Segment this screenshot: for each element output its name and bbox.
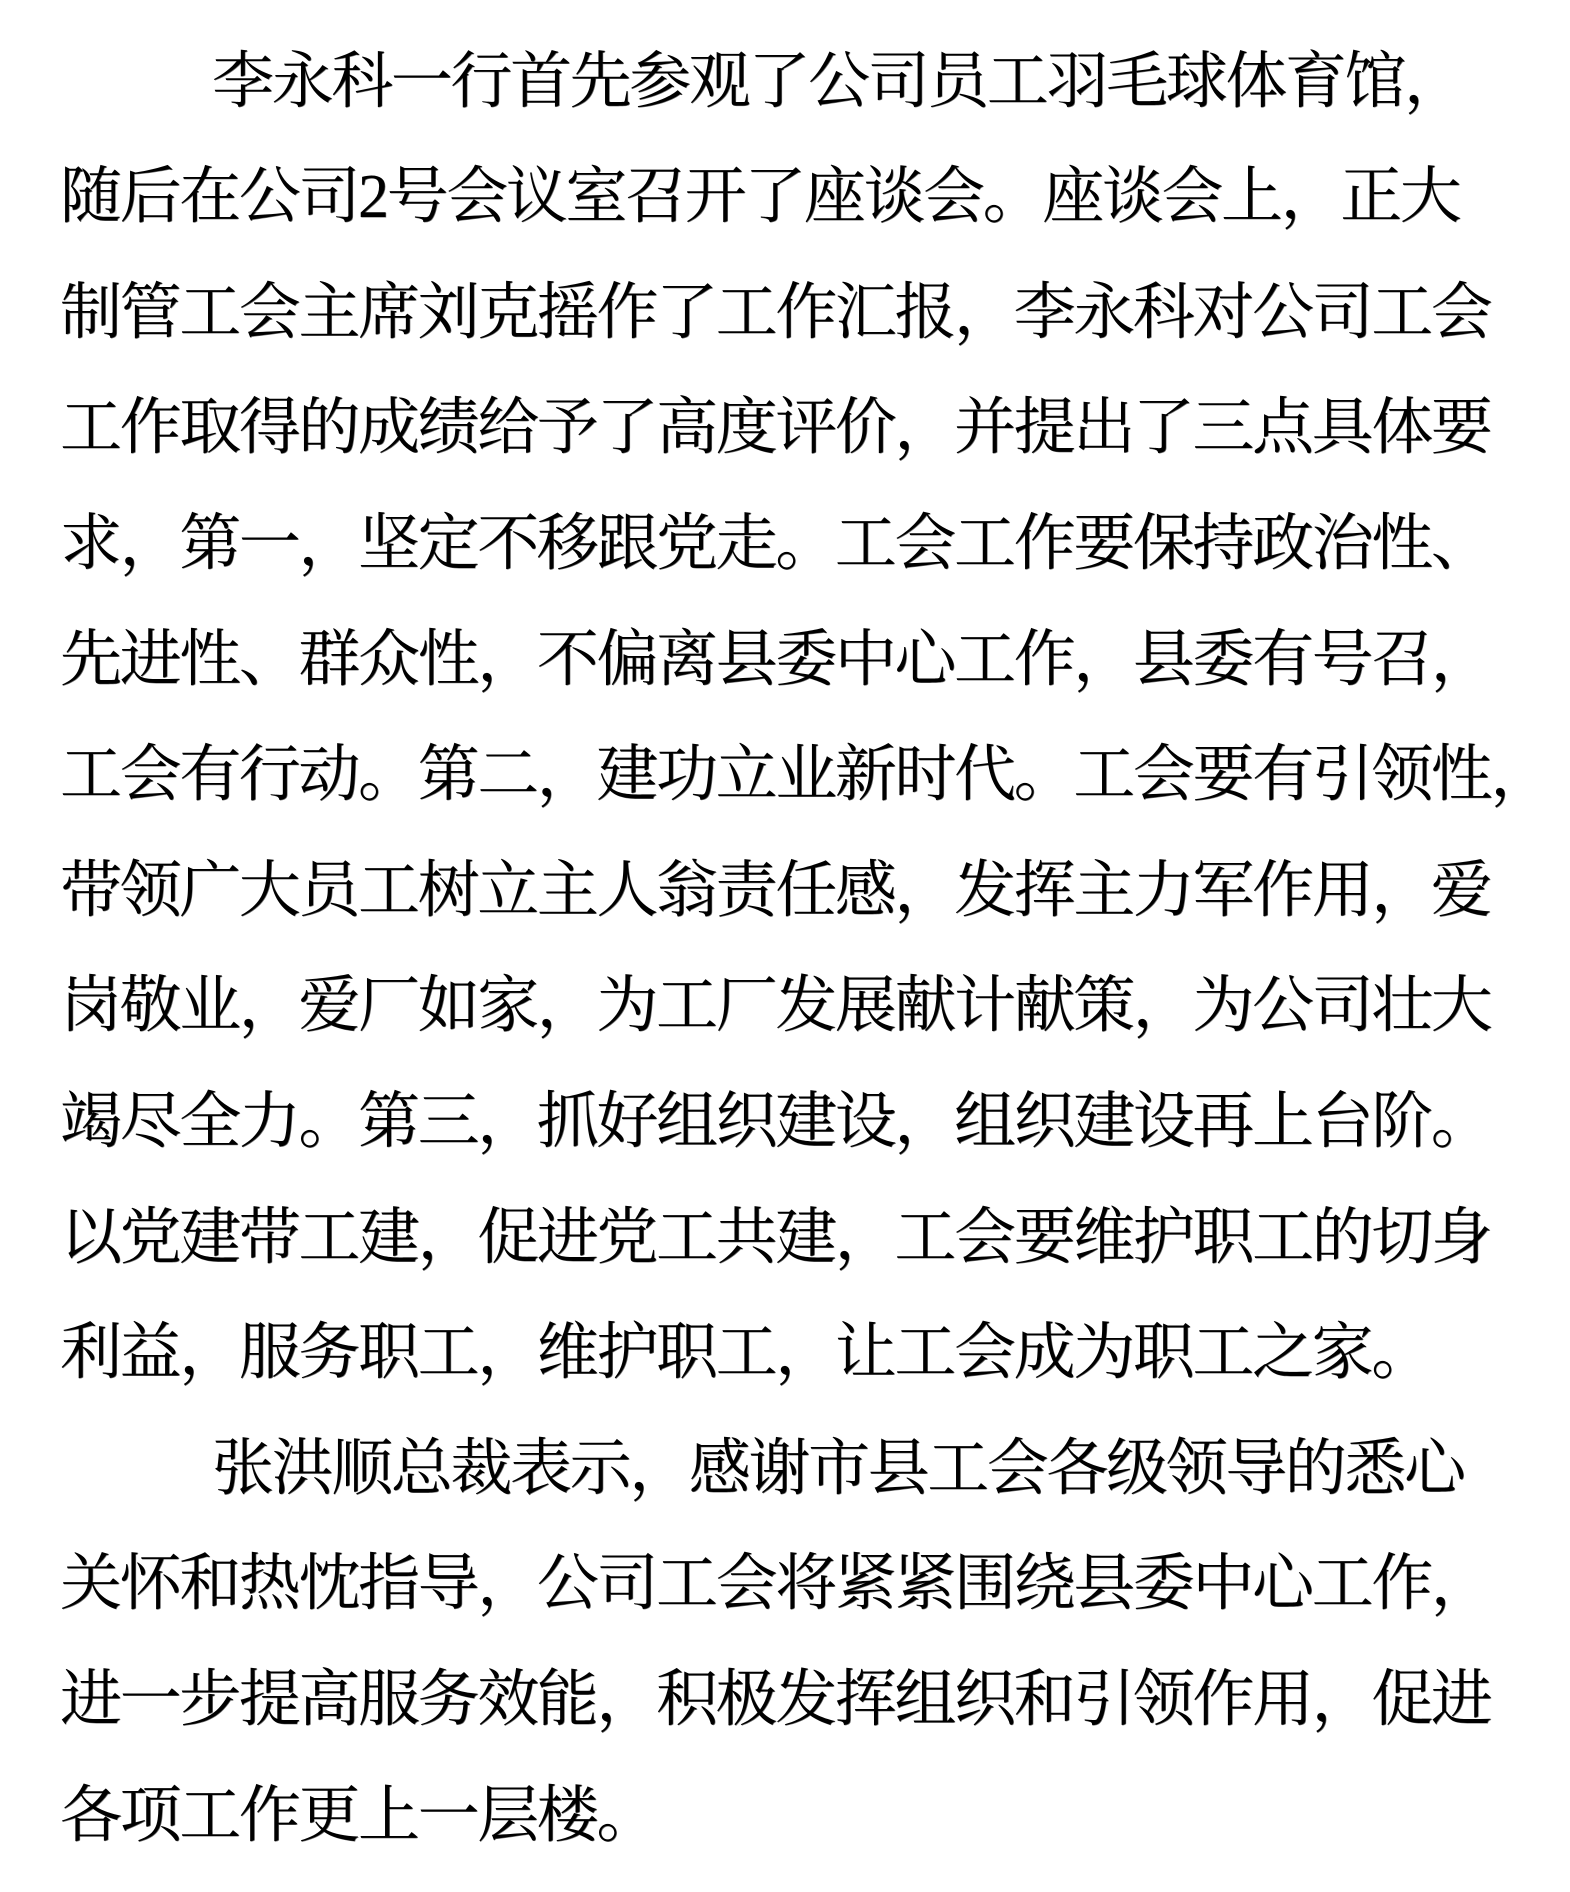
text-line: 工会有行动。第二，建功立业新时代。工会要有引领性，	[60, 741, 1551, 810]
text-line: 张洪顺总裁表示，感谢市县工会各级领导的悉心	[212, 1434, 1464, 1503]
text-line: 带领广大员工树立主人翁责任感，发挥主力军作用，爱	[60, 856, 1491, 925]
text-line: 竭尽全力。第三，抓好组织建设，组织建设再上台阶。	[60, 1087, 1491, 1156]
text-line: 制管工会主席刘克摇作了工作汇报，李永科对公司工会	[60, 278, 1491, 347]
text-line: 先进性、群众性，不偏离县委中心工作，县委有号召，	[60, 625, 1491, 694]
document-text-block	[60, 0, 1551, 1874]
text-line: 利益，服务职工，维护职工，让工会成为职工之家。	[60, 1319, 1431, 1388]
text-line: 岗敬业，爱厂如家，为工厂发展献计献策，为公司壮大	[60, 972, 1491, 1041]
text-line: 各项工作更上一层楼。	[60, 1781, 657, 1850]
text-line: 以党建带工建，促进党工共建，工会要维护职工的切身	[60, 1203, 1491, 1272]
clipped-top-text-line	[60, 0, 1540, 25]
text-line: 随后在公司2号会议室召开了座谈会。座谈会上，正大	[60, 163, 1460, 232]
text-line: 关怀和热忱指导，公司工会将紧紧围绕县委中心工作，	[60, 1550, 1491, 1619]
text-line: 进一步提高服务效能，积极发挥组织和引领作用，促进	[60, 1665, 1491, 1734]
text-line: 李永科一行首先参观了公司员工羽毛球体育馆，	[212, 47, 1464, 116]
text-line: 工作取得的成绩给予了高度评价，并提出了三点具体要	[60, 394, 1491, 463]
text-line: 求，第一，坚定不移跟党走。工会工作要保持政治性、	[60, 509, 1491, 578]
